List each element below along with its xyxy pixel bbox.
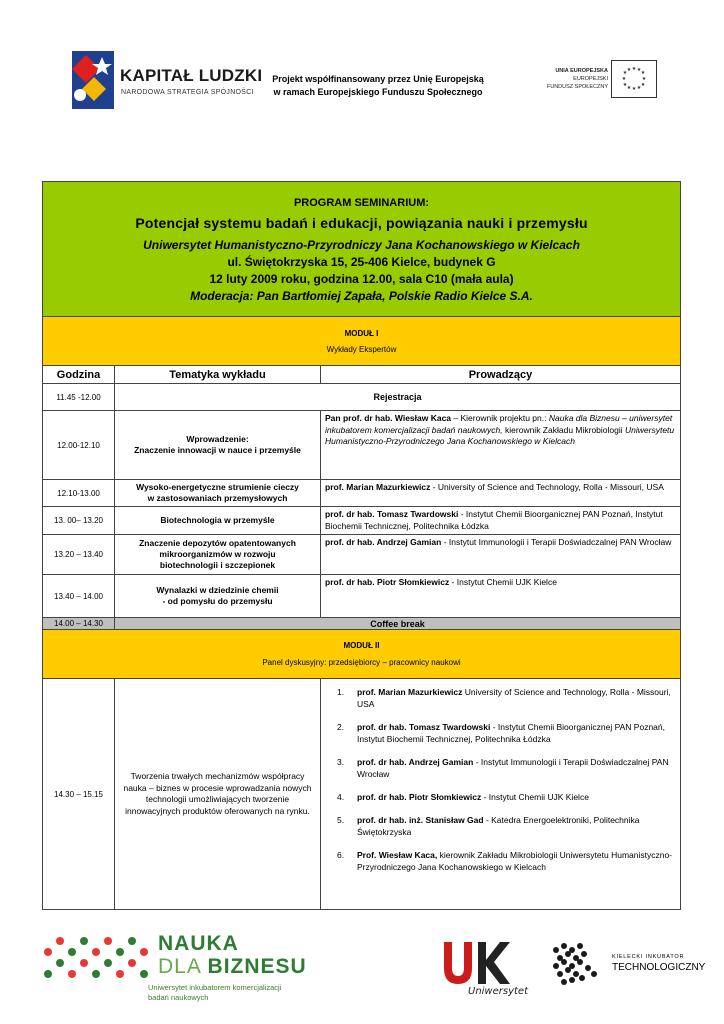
list-item xyxy=(321,849,680,873)
lecturer-name: prof. dr hab. Andrzej Gamian xyxy=(325,537,442,547)
topic-line: - od pomysłu do przemysłu xyxy=(162,596,273,606)
svg-text:★: ★ xyxy=(622,82,628,88)
title-row xyxy=(43,182,681,317)
lecturer-text: - Instytut Immunologii i Terapii Doświadczalnej PAN Wrocław xyxy=(441,537,672,547)
list-item xyxy=(321,686,680,710)
row-topic xyxy=(115,535,321,575)
project-name: Nauka dla Biznesu – uniwersytet inkubatorem komercjalizacji badań naukowych, xyxy=(325,413,673,435)
member-name: prof. dr hab. inż. Stanisław Gad xyxy=(357,815,484,825)
coffee-break-row xyxy=(43,618,681,630)
svg-text:★: ★ xyxy=(636,85,642,91)
svg-text:★: ★ xyxy=(626,67,632,73)
module-2-subtitle: Panel dyskusyjny: przedsiębiorcy – pracownicy naukowi xyxy=(262,658,461,667)
member-name: prof. dr hab. Andrzej Gamian xyxy=(357,757,474,767)
lecturer-text: - Instytut Chemii Bioorganicznej PAN Poznań, Instytut Biochemii Technicznej, Politechnika Łódzka xyxy=(325,509,663,531)
logo-dot xyxy=(128,937,136,945)
logo-dot xyxy=(128,959,136,967)
list-number: 3. xyxy=(337,757,345,767)
row-time: 11.45 -12.00 xyxy=(43,384,115,411)
svg-text:★: ★ xyxy=(640,82,646,88)
column-header-row xyxy=(43,366,681,384)
row-topic xyxy=(115,411,321,480)
break-time: 14.00 – 14.30 xyxy=(43,618,115,630)
nauka-dla-biznesu-dots-icon xyxy=(40,935,152,980)
nauka-sub-2: badań naukowych xyxy=(148,993,209,1002)
table-row xyxy=(43,384,681,411)
panel-time: 14.30 – 15.15 xyxy=(43,679,115,910)
row-time: 13.20 – 13.40 xyxy=(43,535,115,575)
row-lecturer xyxy=(321,480,681,507)
row-time: 13.40 – 14.00 xyxy=(43,575,115,618)
seminar-program-table xyxy=(42,181,681,910)
moderation: Moderacja: Pan Bartłomiej Zapała, Polskie Radio Kielce S.A. xyxy=(190,289,533,303)
address: ul. Świętokrzyska 15, 25-406 Kielce, budynek G xyxy=(227,255,496,269)
nauka-logo-dla: DLA xyxy=(158,955,201,978)
svg-text:★: ★ xyxy=(622,70,628,76)
logo-dot xyxy=(56,937,64,945)
logo-dot xyxy=(104,937,112,945)
topic-line: Wprowadzenie: xyxy=(186,434,249,444)
kapital-ludzki-title: KAPITAŁ LUDZKI xyxy=(120,66,263,85)
eu-flag-icon xyxy=(611,60,657,98)
topic-line: Biotechnologia w przemyśle xyxy=(160,515,275,525)
topic-line: Wysoko-energetyczne strumienie cieczy xyxy=(136,482,299,492)
panel-row xyxy=(43,679,681,910)
logo-dot xyxy=(44,970,52,978)
panel-topic: Tworzenia trwałych mechanizmów współpracy nauka – biznes w procesie wprowadzania nowych technologii umożliwiających tworzenie innowacyjnych produktów oferowanych na rynku. xyxy=(115,679,321,910)
row-lecturer xyxy=(321,411,681,480)
table-row xyxy=(43,575,681,618)
panel-members xyxy=(321,679,681,910)
table-row xyxy=(43,411,681,480)
lecturer-text: – Kierownik projektu pn.: xyxy=(451,413,549,423)
kapital-ludzki-subtitle: NARODOWA STRATEGIA SPÓJNOŚCI xyxy=(121,89,254,96)
eu-text xyxy=(526,67,608,91)
logo-dot xyxy=(92,970,100,978)
lecturer-name: Pan prof. dr hab. Wiesław Kaca xyxy=(325,413,452,423)
university-name: Uniwersytet Humanistyczno-Przyrodniczy Jana Kochanowskiego w Kielcach xyxy=(143,238,580,252)
svg-text:★: ★ xyxy=(641,76,647,82)
logo-dot xyxy=(80,937,88,945)
logo-dot xyxy=(104,959,112,967)
logo-dot xyxy=(92,948,100,956)
title-cell xyxy=(43,182,681,317)
kit-logo-line1: KIELECKI INKUBATOR xyxy=(612,954,685,960)
topic-line: w zastosowaniach przemysłowych xyxy=(147,493,288,503)
row-time: 12.10-13.00 xyxy=(43,480,115,507)
seminar-heading: Potencjał systemu badań i edukacji, powiązania nauki i przemysłu xyxy=(135,215,588,231)
list-number: 1. xyxy=(337,687,345,697)
coffee-break-label: Coffee break xyxy=(115,618,681,630)
eu-line-2: EUROPEJSKI xyxy=(573,76,608,82)
table-row xyxy=(43,507,681,535)
module-1-cell xyxy=(43,317,681,366)
member-name: prof. Marian Mazurkiewicz xyxy=(357,687,463,697)
program-label: PROGRAM SEMINARIUM: xyxy=(293,197,430,209)
member-affiliation: - Instytut Chemii Bioorganicznej PAN Poznań, Instytut Biochemii Technicznej, Politechnika Łódzka xyxy=(357,722,665,744)
date-time-room: 12 luty 2009 roku, godzina 12.00, sala C10 (mała aula) xyxy=(209,272,514,286)
project-line-1: Projekt współfinansowany przez Unię Europejską xyxy=(272,74,484,84)
module-2-label: MODUŁ II xyxy=(343,641,380,650)
eu-line-1: UNIA EUROPEJSKA xyxy=(555,68,608,74)
member-affiliation: University of Science and Technology, Rolla - Missouri, USA xyxy=(357,687,671,709)
module-2-row xyxy=(43,630,681,679)
list-item xyxy=(321,756,680,780)
table-row xyxy=(43,535,681,575)
member-affiliation: kierownik Zakładu Mikrobiologii Uniwersytetu Humanistyczno-Przyrodniczego Jana Kochanowskiego w Kielcach xyxy=(357,850,673,872)
lecturer-text: kierownik Zakładu Mikrobiologii xyxy=(502,424,626,435)
svg-text:★: ★ xyxy=(631,86,637,92)
list-number: 2. xyxy=(337,722,345,732)
member-affiliation: - Instytut Chemii UJK Kielce xyxy=(481,792,589,802)
kit-logo-line2: TECHNOLOGICZNY xyxy=(612,962,706,973)
column-header-lecturer: Prowadzący xyxy=(321,366,681,384)
list-number: 6. xyxy=(337,850,345,860)
member-name: Prof. Wiesław Kaca, xyxy=(357,850,438,860)
nauka-sub-1: Uniwersytet inkubatorem komercjalizacji xyxy=(148,983,282,992)
logo-dot xyxy=(68,970,76,978)
nauka-logo-biznesu: BIZNESU xyxy=(207,955,307,978)
lecturer-name: prof. dr hab. Piotr Słomkiewicz xyxy=(325,577,450,587)
topic-line: mikroorganizmów w rozwoju xyxy=(159,549,276,559)
nauka-logo-line2 xyxy=(158,955,307,979)
lecturer-name: prof. Marian Mazurkiewicz xyxy=(325,482,431,492)
logo-dot xyxy=(116,970,124,978)
project-line-2: w ramach Europejskiego Funduszu Społecznego xyxy=(273,87,483,97)
row-topic xyxy=(115,507,321,535)
member-affiliation: - Katedra Energoelektroniki, Politechnika Świętokrzyska xyxy=(357,815,640,837)
column-header-time: Godzina xyxy=(43,366,115,384)
list-item xyxy=(321,814,680,838)
member-name: prof. dr hab. Piotr Słomkiewicz xyxy=(357,792,482,802)
row-lecturer xyxy=(321,507,681,535)
row-time: 12.00-12.10 xyxy=(43,411,115,480)
svg-text:★: ★ xyxy=(621,76,627,82)
logo-dot xyxy=(140,948,148,956)
logo-dot xyxy=(80,959,88,967)
logo-dot xyxy=(116,948,124,956)
ujk-logo xyxy=(438,938,548,998)
module-1-row xyxy=(43,317,681,366)
module-1-subtitle: Wykłady Ekspertów xyxy=(326,344,397,354)
row-lecturer xyxy=(321,575,681,618)
list-number: 4. xyxy=(337,792,345,802)
module-1-label: MODUŁ I xyxy=(344,328,379,338)
list-number: 5. xyxy=(337,815,345,825)
lecturer-text: - Instytut Chemii UJK Kielce xyxy=(449,577,557,587)
ujk-name: Uniwersytet xyxy=(468,986,528,997)
row-time: 13. 00– 13.20 xyxy=(43,507,115,535)
lecturer-name: prof. dr hab. Tomasz Twardowski xyxy=(325,509,459,519)
svg-text:★: ★ xyxy=(626,85,632,91)
university-italic: Uniwersytetu Humanistyczno-Przyrodniczego Jana Kochanowskiego w Kielcach xyxy=(325,424,675,446)
member-affiliation: - Instytut Immunologii i Terapii Doświadczalnej PAN Wrocław xyxy=(357,757,669,779)
nauka-logo-line1: NAUKA xyxy=(158,932,239,955)
panel-member-list xyxy=(321,686,680,873)
list-item xyxy=(321,791,680,803)
module-2-cell xyxy=(43,630,681,679)
topic-line: Znaczenie innowacji w nauce i przemyśle xyxy=(134,445,301,455)
eu-line-3: FUNDUSZ SPOŁECZNY xyxy=(546,84,608,90)
logo-dot xyxy=(44,948,52,956)
svg-text:★: ★ xyxy=(631,66,637,72)
logo-dot xyxy=(68,948,76,956)
row-topic xyxy=(115,480,321,507)
topic-line: Znaczenie depozytów opatentowanych xyxy=(139,538,296,548)
list-item xyxy=(321,721,680,745)
topic-line: biotechnologii i szczepionek xyxy=(159,560,276,570)
member-name: prof. dr hab. Tomasz Twardowski xyxy=(357,722,491,732)
registration: Rejestracja xyxy=(115,384,681,411)
nauka-logo-subtitle xyxy=(148,983,281,1003)
table-row xyxy=(43,480,681,507)
topic-line: Wynalazki w dziedzinie chemii xyxy=(156,585,279,595)
row-lecturer xyxy=(321,535,681,575)
project-cofinancing-text xyxy=(268,73,488,99)
svg-text:★: ★ xyxy=(640,70,646,76)
logo-dot xyxy=(56,959,64,967)
svg-text:★: ★ xyxy=(636,67,642,73)
lecturer-text: - University of Science and Technology, Rolla - Missouri, USA xyxy=(430,482,664,492)
logo-dot xyxy=(140,970,148,978)
row-topic xyxy=(115,575,321,618)
column-header-topic: Tematyka wykładu xyxy=(115,366,321,384)
